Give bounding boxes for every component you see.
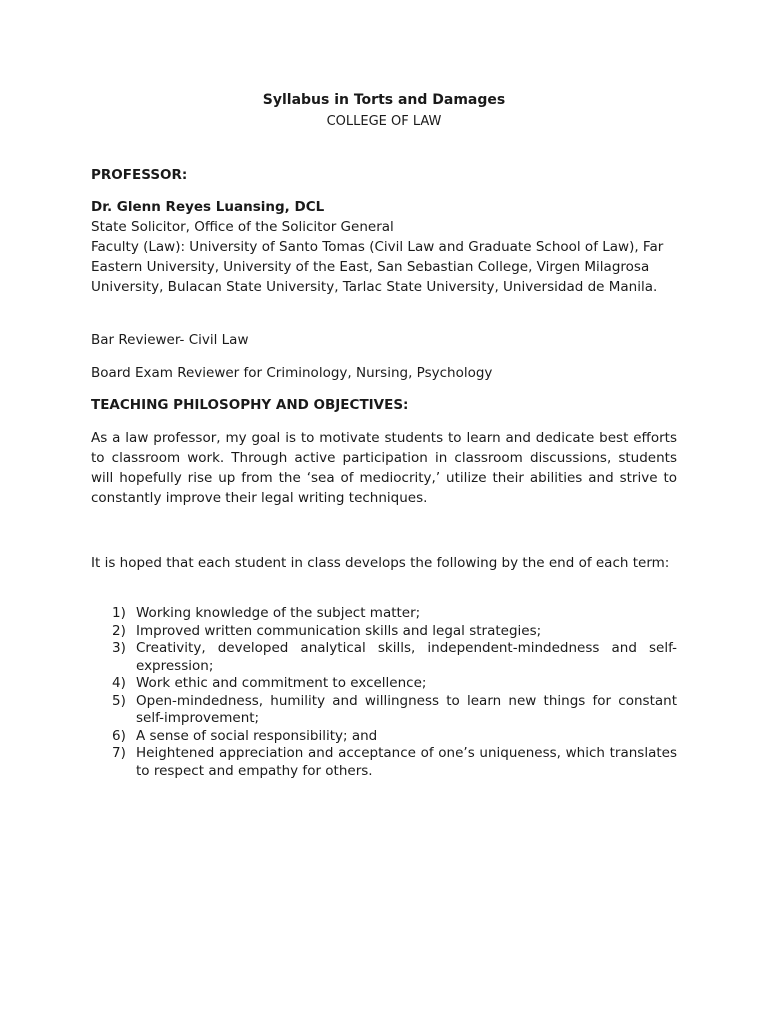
- list-item-text: Open-mindedness, humility and willingness to learn new things for constant self-improvement;: [136, 692, 677, 726]
- list-item-number: 5): [112, 692, 126, 709]
- list-item-text: Working knowledge of the subject matter;: [136, 605, 421, 621]
- list-item-text: Work ethic and commitment to excellence;: [136, 675, 427, 691]
- professor-faculty: Faculty (Law): University of Santo Tomas (Civil Law and Graduate School of Law), Far Eastern University, University of the East, San Sebastian College, Virgen Milagrosa University, Bulacan State University, Tarlac State University, Universidad de Manila.: [91, 239, 664, 295]
- list-item-text: Improved written communication skills and legal strategies;: [136, 622, 542, 639]
- professor-heading: PROFESSOR:: [91, 167, 188, 183]
- list-item: [91, 728, 677, 746]
- board-exam-reviewer: Board Exam Reviewer for Criminology, Nursing, Psychology: [91, 365, 493, 381]
- list-item: [91, 693, 677, 728]
- list-item-text: Heightened appreciation and acceptance of one’s uniqueness, which translates to respect and empathy for others.: [136, 745, 677, 779]
- professor-name: Dr. Glenn Reyes Luansing, DCL: [91, 199, 325, 215]
- philosophy-heading: TEACHING PHILOSOPHY AND OBJECTIVES:: [91, 397, 409, 413]
- list-item-text: Creativity, developed analytical skills, independent-mindedness and self-expression;: [136, 640, 677, 674]
- document-subtitle: COLLEGE OF LAW: [326, 114, 442, 129]
- list-item: [91, 745, 677, 780]
- list-item: [91, 623, 677, 641]
- list-item-number: 2): [112, 622, 126, 639]
- list-item-number: 4): [112, 675, 126, 691]
- list-item-number: 6): [112, 727, 126, 744]
- document-title: Syllabus in Torts and Damages: [262, 92, 506, 108]
- list-item: [91, 675, 677, 693]
- philosophy-paragraph: As a law professor, my goal is to motivate students to learn and dedicate best efforts to classroom work. Through active participation in classroom discussions, students will hopefully rise up from the ‘sea of mediocrity,’ utilize their abilities and strive to constantly improve their legal writing techniques.: [91, 430, 677, 506]
- objectives-intro: It is hoped that each student in class develops the following by the end of each term:: [91, 555, 670, 571]
- list-item-text: A sense of social responsibility; and: [136, 727, 378, 744]
- bar-reviewer: Bar Reviewer- Civil Law: [91, 332, 249, 348]
- list-item: [91, 605, 677, 623]
- list-item: [91, 640, 677, 675]
- list-item-number: 3): [112, 640, 126, 656]
- professor-position: State Solicitor, Office of the Solicitor General: [91, 219, 394, 235]
- list-item-number: 7): [112, 745, 126, 761]
- objectives-list: [91, 605, 677, 780]
- list-item-number: 1): [112, 605, 126, 621]
